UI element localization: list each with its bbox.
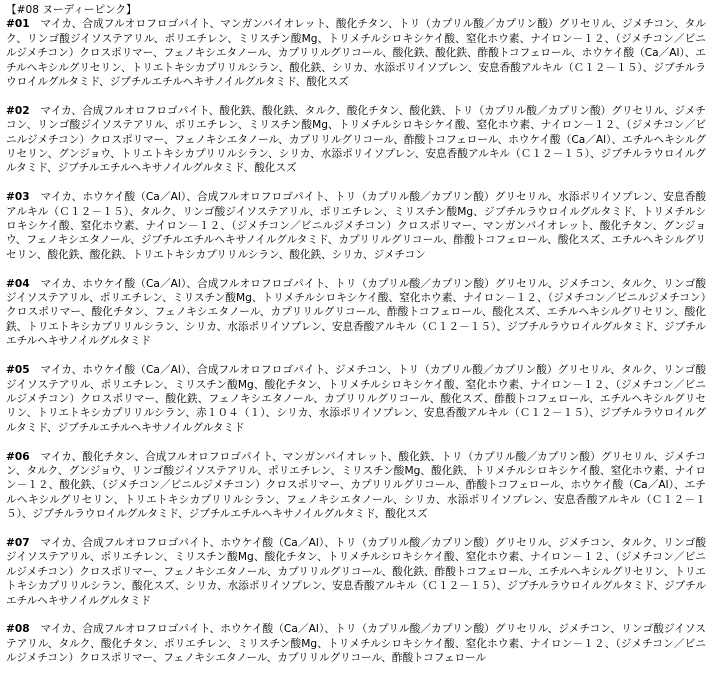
ingredient-entry bbox=[6, 277, 706, 349]
entry-number: #03 bbox=[6, 191, 30, 204]
ingredient-entry bbox=[6, 17, 706, 89]
entry-ingredients: マイカ、ホウケイ酸（Ca／Al）、合成フルオロフロゴパイト、ジメチコン、トリ（カプリル酸／カプリン酸）グリセリル、タルク、リンゴ酸ジイソステアリル、ポリエチレン、ミリスチン酸Mg、酸化チタン、トリメチルシロキシケイ酸、窒化ホウ素、ナイロン－１２、（ジメチコン／ビニルジメチコン）クロスポリマー、酸化鉄、フェノキシエタノール、カプリリルグリコール、酸化スズ、酢酸トコフェロール、エチルヘキシルグリセリン、トリエトキシカプリリルシラン、赤１０４（１）、シリカ、水添ポリイソプレン、安息香酸アルキル（Ｃ１２－１５）、ジブチルラウロイルグルタミド、ジブチルエチルヘキサノイルグルタミド bbox=[6, 364, 707, 434]
ingredient-entry bbox=[6, 104, 706, 176]
entry-ingredients: マイカ、合成フルオロフロゴパイト、ホウケイ酸（Ca／Al）、トリ（カプリル酸／カプリン酸）グリセリル、ジメチコン、タルク、リンゴ酸ジイソステアリル、ポリエチレン、ミリスチン酸Mg、酸化チタン、トリメチルシロキシケイ酸、窒化ホウ素、ナイロン－１２、（ジメチコン／ビニルジメチコン）クロスポリマー、フェノキシエタノール、カプリリルグリコール、酸化鉄、酢酸トコフェロール、エチルヘキシルグリセリン、トリエトキシカプリリルシラン、酸化スズ、シリカ、水添ポリイソプレン、安息香酸アルキル（Ｃ１２－１５）、ジブチルラウロイルグルタミド、ジブチルエチルヘキサノイルグルタミド bbox=[6, 536, 707, 607]
entry-ingredients: マイカ、合成フルオロフロゴパイト、ホウケイ酸（Ca／Al）、トリ（カプリル酸／カプリン酸）グリセリル、ジメチコン、リンゴ酸ジイソステアリル、タルク、酸化チタン、ポリエチレン、ミリスチン酸Mg、トリメチルシロキシケイ酸、窒化ホウ素、ナイロン－１２、（ジメチコン／ビニルジメチコン）クロスポリマー、フェノキシエタノール、カプリリルグリコール、酢酸トコフェロール bbox=[6, 623, 706, 665]
ingredient-entry bbox=[6, 536, 706, 608]
entry-ingredients: マイカ、合成フルオロフロゴパイト、酸化鉄、酸化鉄、タルク、酸化チタン、酸化鉄、トリ（カプリル酸／カプリン酸）グリセリル、ジメチコン、リンゴ酸ジイソステアリル、ポリエチレン、ミリスチン酸Mg、トリメチルシロキシケイ酸、窒化ホウ素、ナイロン－１２、（ジメチコン／ビニルジメチコン）クロスポリマー、フェノキシエタノール、カプリリルグリコール、酢酸トコフェロール、ホウケイ酸（Ca／Al）、エチルヘキシルグリセリン、グンジョウ、トリエトキシカプリリルシラン、シリカ、水添ポリイソプレン、安息香酸アルキル（Ｃ１２－１５）、ジブチルラウロイルグルタミド、ジブチルエチルヘキサノイルグルタミド、酸化スズ bbox=[6, 104, 707, 175]
entry-number: #01 bbox=[6, 18, 30, 31]
entry-number: #08 bbox=[6, 623, 30, 636]
ingredient-entry bbox=[6, 450, 706, 522]
ingredients-document bbox=[6, 3, 706, 680]
ingredient-entry bbox=[6, 190, 706, 262]
entry-ingredients: マイカ、酸化チタン、合成フルオロフロゴパイト、マンガンバイオレット、酸化鉄、トリ（カプリル酸／カプリン酸）グリセリル、ジメチコン、タルク、グンジョウ、リンゴ酸ジイソステアリル、ポリエチレン、ミリスチン酸Mg、酸化鉄、トリメチルシロキシケイ酸、窒化ホウ素、ナイロン－１２、酸化鉄、（ジメチコン／ビニルジメチコン）クロスポリマー、カプリリルグリコール、酢酸トコフェロール、ホウケイ酸（Ca／Al）、エチルヘキシルグリセリン、トリエトキシカプリリルシラン、フェノキシエタノール、シリカ、水添ポリイソプレン、安息香酸アルキル（Ｃ１２－１５）、ジブチルラウロイルグルタミド、ジブチルエチルヘキサノイルグルタミド、酸化スズ bbox=[6, 450, 707, 521]
ingredient-entry bbox=[6, 363, 706, 435]
entry-ingredients: マイカ、合成フルオロフロゴパイト、マンガンバイオレット、酸化チタン、トリ（カプリル酸／カプリン酸）グリセリル、ジメチコン、タルク、リンゴ酸ジイソステアリル、ポリエチレン、ミリスチン酸Mg、トリメチルシロキシケイ酸、窒化ホウ素、ナイロン－１２、（ジメチコン／ビニルジメチコン）クロスポリマー、フェノキシエタノール、カプリリルグリコール、酸化鉄、酸化鉄、酢酸トコフェロール、ホウケイ酸（Ca／Al）、エチルヘキシルグリセリン、トリエトキシカプリリルシラン、酸化鉄、シリカ、水添ポリイソプレン、安息香酸アルキル（Ｃ１２－１５）、ジブチルラウロイルグルタミド、ジブチルエチルヘキサノイルグルタミド、酸化スズ bbox=[6, 18, 707, 89]
document-title: 【#08 ヌーディーピンク】 bbox=[6, 4, 137, 16]
entry-number: #07 bbox=[6, 536, 30, 549]
ingredient-entry bbox=[6, 622, 706, 665]
entry-number: #05 bbox=[6, 364, 30, 377]
entry-ingredients: マイカ、ホウケイ酸（Ca／Al）、合成フルオロフロゴパイト、トリ（カプリル酸／カプリン酸）グリセリル、ジメチコン、タルク、リンゴ酸ジイソステアリル、ポリエチレン、ミリスチン酸Mg、トリメチルシロキシケイ酸、窒化ホウ素、ナイロン－１２、（ジメチコン／ビニルジメチコン）クロスポリマー、酸化チタン、フェノキシエタノール、カプリリルグリコール、酢酸トコフェロール、酸化スズ、エチルヘキシルグリセリン、酸化鉄、トリエトキシカプリリルシラン、シリカ、水添ポリイソプレン、安息香酸アルキル（Ｃ１２－１５）、ジブチルラウロイルグルタミド、ジブチルエチルヘキサノイルグルタミド bbox=[6, 277, 707, 348]
entry-number: #06 bbox=[6, 450, 30, 463]
entry-number: #02 bbox=[6, 104, 30, 117]
entry-ingredients: マイカ、ホウケイ酸（Ca／Al）、合成フルオロフロゴパイト、トリ（カプリル酸／カプリン酸）グリセリル、水添ポリイソプレン、安息香酸アルキル（Ｃ１２－１５）、タルク、リンゴ酸ジイソステアリル、ポリエチレン、ミリスチン酸Mg、ジブチルラウロイルグルタミド、トリメチルシロキシケイ酸、窒化ホウ素、ナイロン－１２、（ジメチコン／ビニルジメチコン）クロスポリマー、マンガンバイオレット、酸化チタン、グンジョウ、フェノキシエタノール、ジブチルエチルヘキサノイルグルタミド、カプリリルグリコール、酢酸トコフェロール、酸化スズ、エチルヘキシルグリセリン、酸化鉄、酸化鉄、トリエトキシカプリリルシラン、酸化鉄、シリカ、ジメチコン bbox=[6, 191, 707, 261]
entry-number: #04 bbox=[6, 277, 30, 290]
